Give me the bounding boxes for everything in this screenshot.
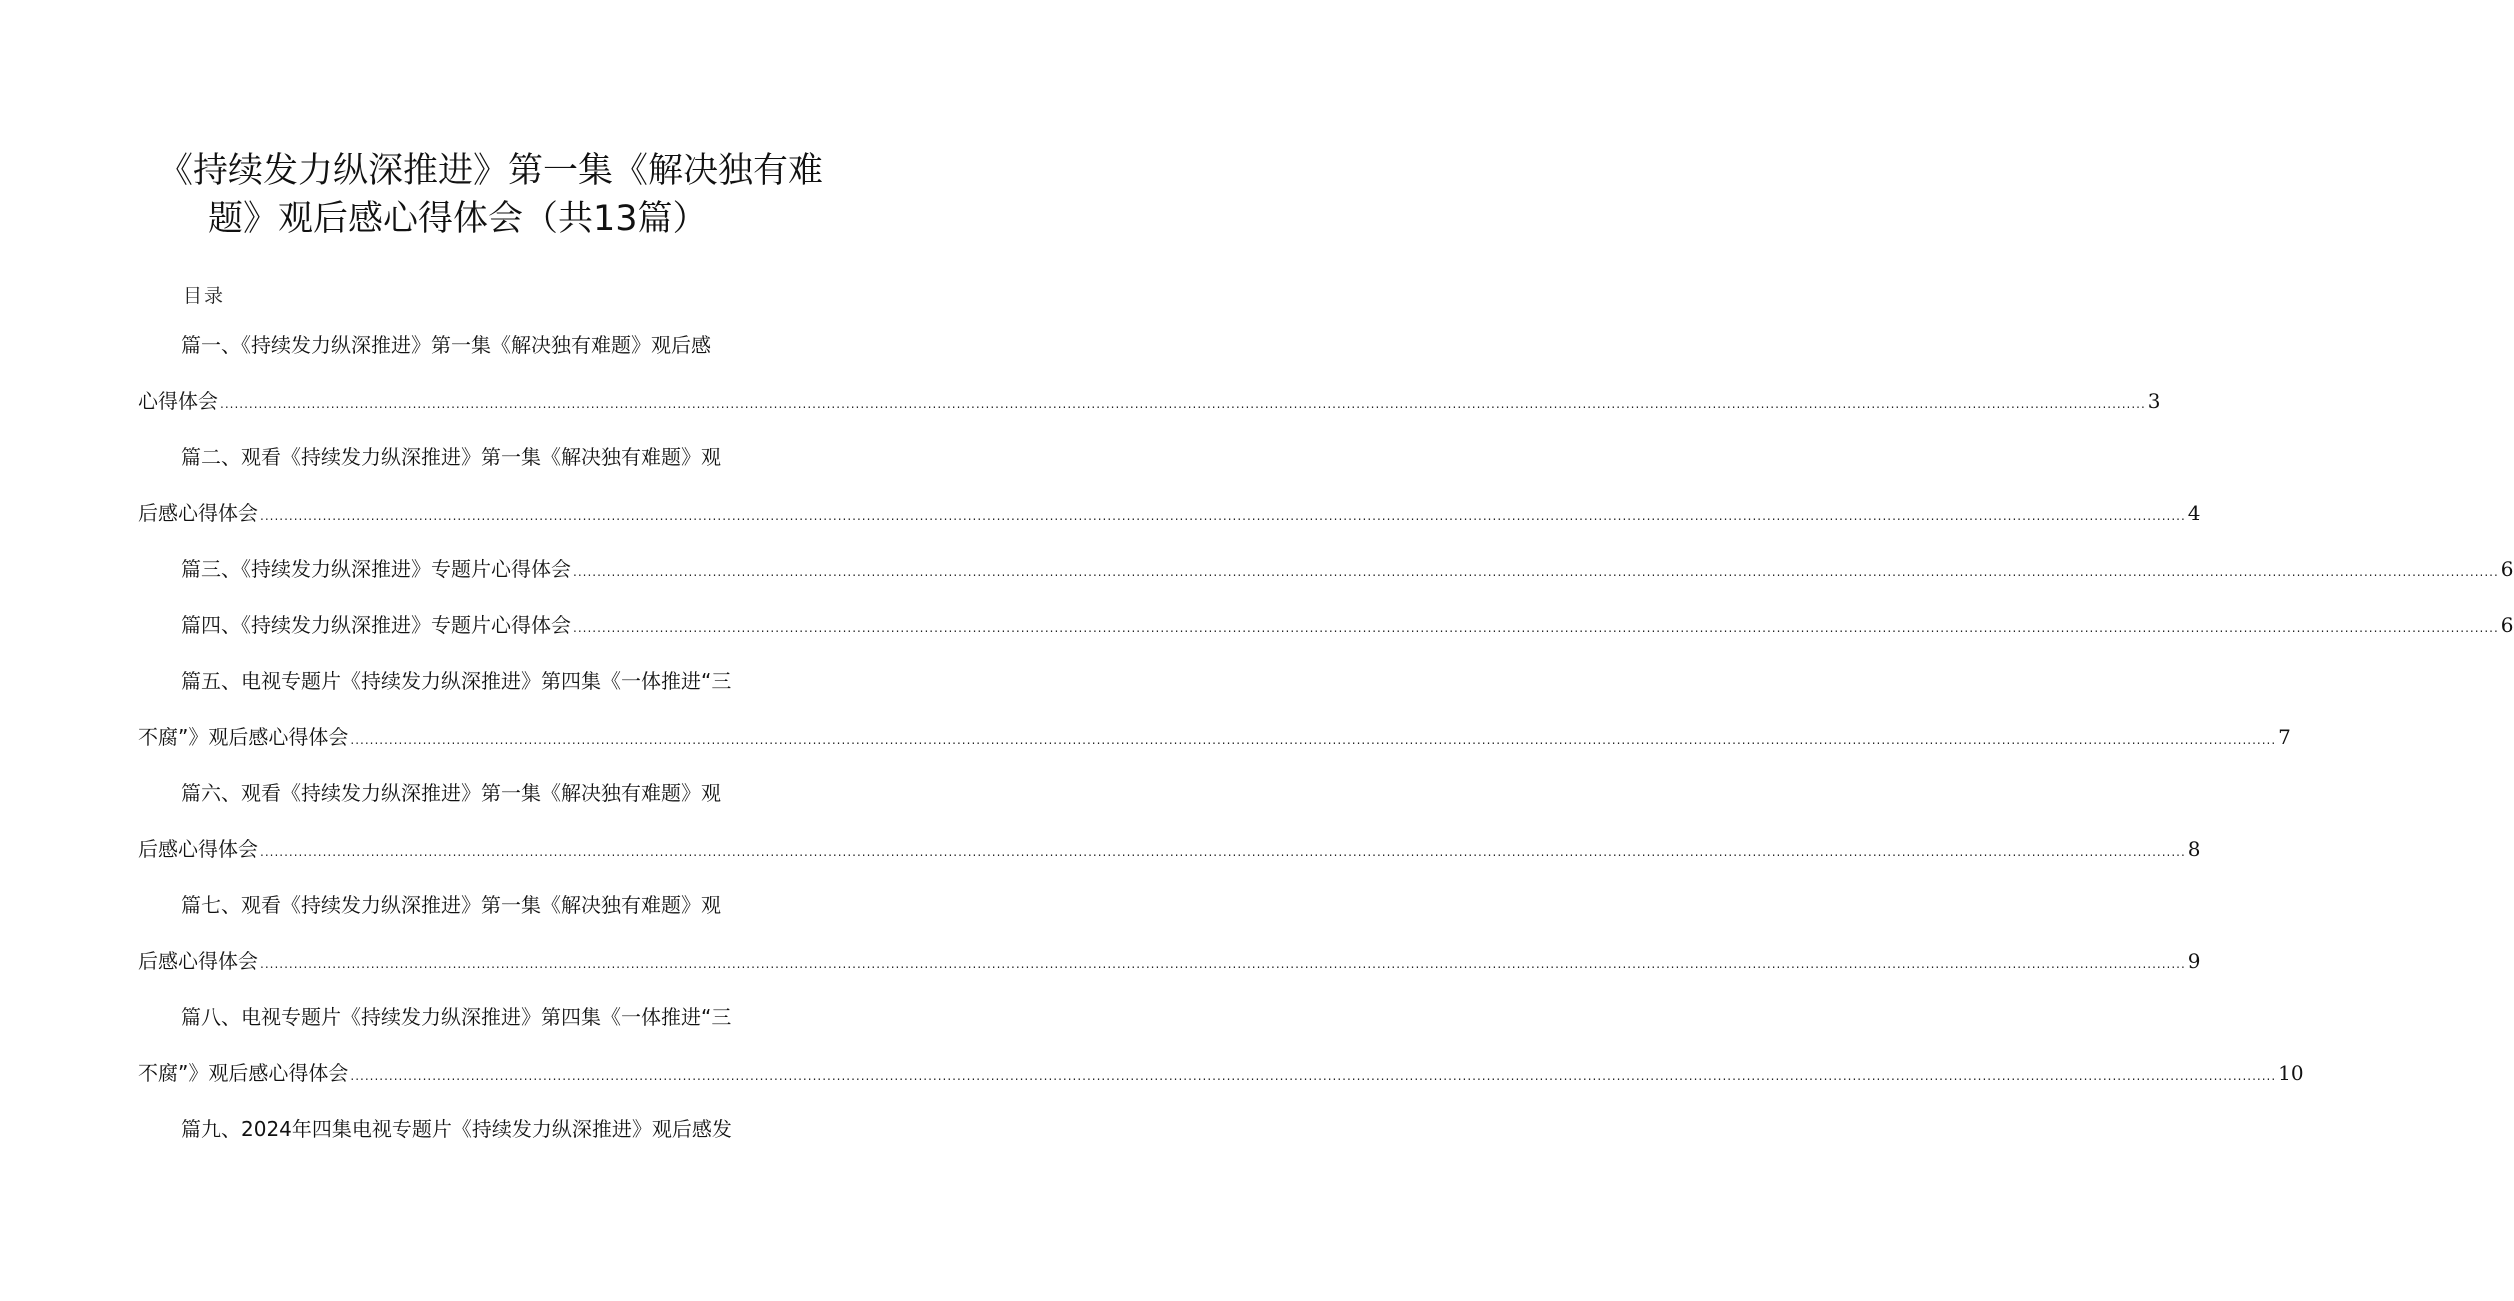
toc-entry-6-text: 后感心得体会 — [138, 837, 258, 861]
toc-entry-2-text: 后感心得体会 — [138, 501, 258, 525]
toc-entry-6-line-1[interactable]: 篇六、观看《持续发力纵深推进》第一集《解决独有难题》观 — [181, 781, 721, 805]
toc-entry-2-page: 4 — [2187, 501, 2201, 525]
toc-entry-8-line-2[interactable] — [138, 1061, 2304, 1088]
toc-entry-4[interactable] — [181, 613, 2514, 640]
toc-entry-9-line-1[interactable]: 篇九、2024年四集电视专题片《持续发力纵深推进》观后感发 — [181, 1117, 732, 1141]
toc-leader-dots: ................................................................................................................................................................................................................................................................................................................................................................................................................ — [573, 621, 2499, 635]
toc-entry-5-line-1[interactable]: 篇五、电视专题片《持续发力纵深推进》第四集《一体推进“三 — [181, 669, 732, 693]
toc-entry-6-page: 8 — [2187, 837, 2201, 861]
toc-entry-3[interactable] — [181, 557, 2514, 584]
toc-entry-6-line-2[interactable] — [138, 837, 2201, 864]
toc-leader-dots: ................................................................................................................................................................................................................................................................................................................................................................................................................ — [350, 733, 2277, 747]
toc-entry-3-text: 篇三、《持续发力纵深推进》专题片心得体会 — [181, 557, 571, 581]
toc-entry-7-line-1[interactable]: 篇七、观看《持续发力纵深推进》第一集《解决独有难题》观 — [181, 893, 721, 917]
toc-entry-7-text: 后感心得体会 — [138, 949, 258, 973]
toc-entry-5-text: 不腐”》观后感心得体会 — [138, 725, 349, 749]
toc-entry-4-page: 6 — [2500, 613, 2514, 637]
toc-leader-dots: ................................................................................................................................................................................................................................................................................................................................................................................................................ — [573, 565, 2499, 579]
toc-entry-1-line-2[interactable] — [138, 389, 2161, 416]
toc-entry-4-text: 篇四、《持续发力纵深推进》专题片心得体会 — [181, 613, 571, 637]
toc-entry-1-page: 3 — [2147, 389, 2161, 413]
toc-leader-dots: ................................................................................................................................................................................................................................................................................................................................................................................................................ — [260, 845, 2186, 859]
toc-entry-1-text: 心得体会 — [138, 389, 218, 413]
toc-entry-2-line-2[interactable] — [138, 501, 2201, 528]
toc-leader-dots: ................................................................................................................................................................................................................................................................................................................................................................................................................ — [220, 397, 2146, 411]
toc-leader-dots: ................................................................................................................................................................................................................................................................................................................................................................................................................ — [350, 1069, 2277, 1083]
toc-entry-7-line-2[interactable] — [138, 949, 2201, 976]
toc-entry-8-line-1[interactable]: 篇八、电视专题片《持续发力纵深推进》第四集《一体推进“三 — [181, 1005, 732, 1029]
toc-entry-3-page: 6 — [2500, 557, 2514, 581]
toc-entry-2-line-1[interactable]: 篇二、观看《持续发力纵深推进》第一集《解决独有难题》观 — [181, 445, 721, 469]
toc-entry-1-line-1[interactable]: 篇一、《持续发力纵深推进》第一集《解决独有难题》观后感 — [181, 333, 711, 357]
toc-entry-8-page: 10 — [2278, 1061, 2304, 1085]
toc-label: 目录 — [183, 285, 226, 307]
toc-entry-5-line-2[interactable] — [138, 725, 2291, 752]
toc-entry-7-page: 9 — [2187, 949, 2201, 973]
toc-entry-8-text: 不腐”》观后感心得体会 — [138, 1061, 349, 1085]
toc-leader-dots: ................................................................................................................................................................................................................................................................................................................................................................................................................ — [260, 509, 2186, 523]
toc-entry-5-page: 7 — [2278, 725, 2291, 749]
toc-leader-dots: ................................................................................................................................................................................................................................................................................................................................................................................................................ — [260, 957, 2186, 971]
document-title-line-2: 题》观后感心得体会（共13篇） — [208, 199, 708, 239]
document-title-line-1: 《持续发力纵深推进》第一集《解决独有难 — [158, 151, 824, 191]
